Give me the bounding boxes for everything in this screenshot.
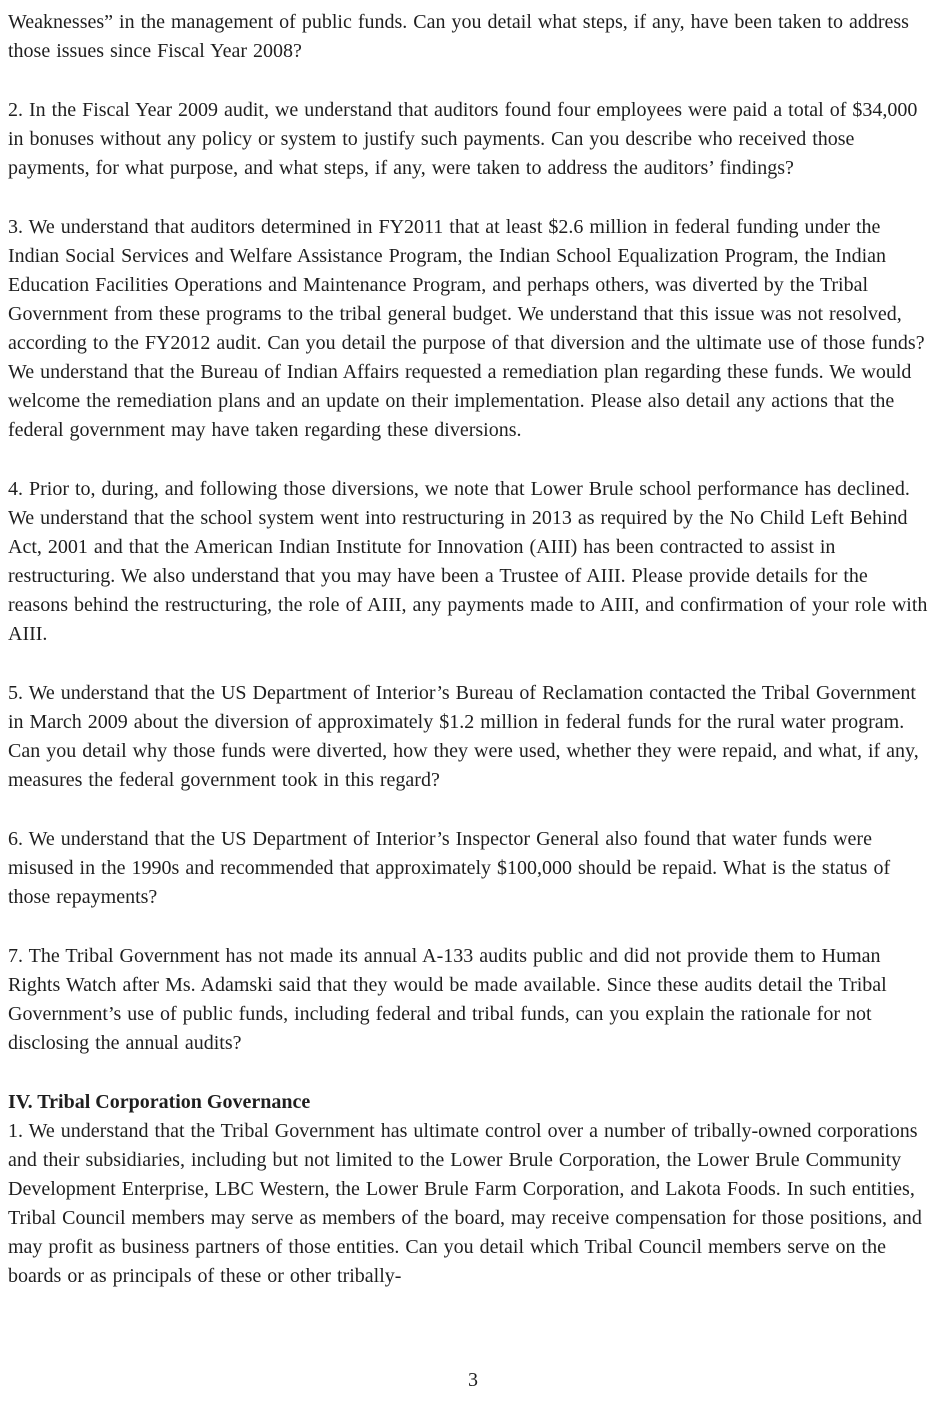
paragraph-section4-question-1: 1. We understand that the Tribal Government has ultimate control over a number of tribally-owned corporations and their subsidiaries, including but not limited to the Lower Brule Corporation, the Lower Brule Community Development Enterprise, LBC Western, the Lower Brule Farm Corporation, and Lakota Foods. In such entities, Tribal Council members may serve as members of the board, may receive compensation for those positions, and may profit as business partners of those entities. Can you detail which Tribal Council members serve on the boards or as principals of these or other tribally-: [8, 1120, 922, 1287]
paragraph-question-2: 2. In the Fiscal Year 2009 audit, we understand that auditors found four employees were paid a total of $34,000 in bonuses without any policy or system to justify such payments. Can you describe who received those payments, for what purpose, and what steps, if any, were taken to address the auditors’ findings?: [8, 99, 918, 179]
paragraph-question-4: 4. Prior to, during, and following those diversions, we note that Lower Brule school performance has declined. We understand that the school system went into restructuring in 2013 as required by the No Child Left Behind Act, 2001 and that the American Indian Institute for Innovation (AIII) has been contracted to assist in restructuring. We also understand that you may have been a Trustee of AIII. Please provide details for the reasons behind the restructuring, the role of AIII, any payments made to AIII, and confirmation of your role with AIII.: [8, 478, 928, 645]
paragraph-question-3: 3. We understand that auditors determined in FY2011 that at least $2.6 million in federal funding under the Indian Social Services and Welfare Assistance Program, the Indian School Equalization Program, the Indian Education Facilities Operations and Maintenance Program, and perhaps others, was diverted by the Tribal Government from these programs to the tribal general budget. We understand that this issue was not resolved, according to the FY2012 audit. Can you detail the purpose of that diversion and the ultimate use of those funds? We understand that the Bureau of Indian Affairs requested a remediation plan regarding these funds. We would welcome the remediation plans and an update on their implementation. Please also detail any actions that the federal government may have taken regarding these diversions.: [8, 216, 925, 441]
paragraph-continuation: Weaknesses” in the management of public funds. Can you detail what steps, if any, have been taken to address those issues since Fiscal Year 2008?: [8, 11, 909, 62]
page-number: 3: [468, 1369, 478, 1391]
paragraph-question-6: 6. We understand that the US Department of Interior’s Inspector General also found that water funds were misused in the 1990s and recommended that approximately $100,000 should be repaid. What is the status of those repayments?: [8, 828, 891, 908]
paragraph-question-7: 7. The Tribal Government has not made its annual A-133 audits public and did not provide them to Human Rights Watch after Ms. Adamski said that they would be made available. Since these audits detail the Tribal Government’s use of public funds, including federal and tribal funds, can you explain the rationale for not disclosing the annual audits?: [8, 945, 887, 1054]
section-heading-tribal-corporation-governance: IV. Tribal Corporation Governance: [8, 1091, 311, 1113]
paragraph-question-5: 5. We understand that the US Department of Interior’s Bureau of Reclamation contacted the Tribal Government in March 2009 about the diversion of approximately $1.2 million in federal funds for the rural water program. Can you detail why those funds were diverted, how they were used, whether they were repaid, and what, if any, measures the federal government took in this regard?: [8, 682, 919, 791]
